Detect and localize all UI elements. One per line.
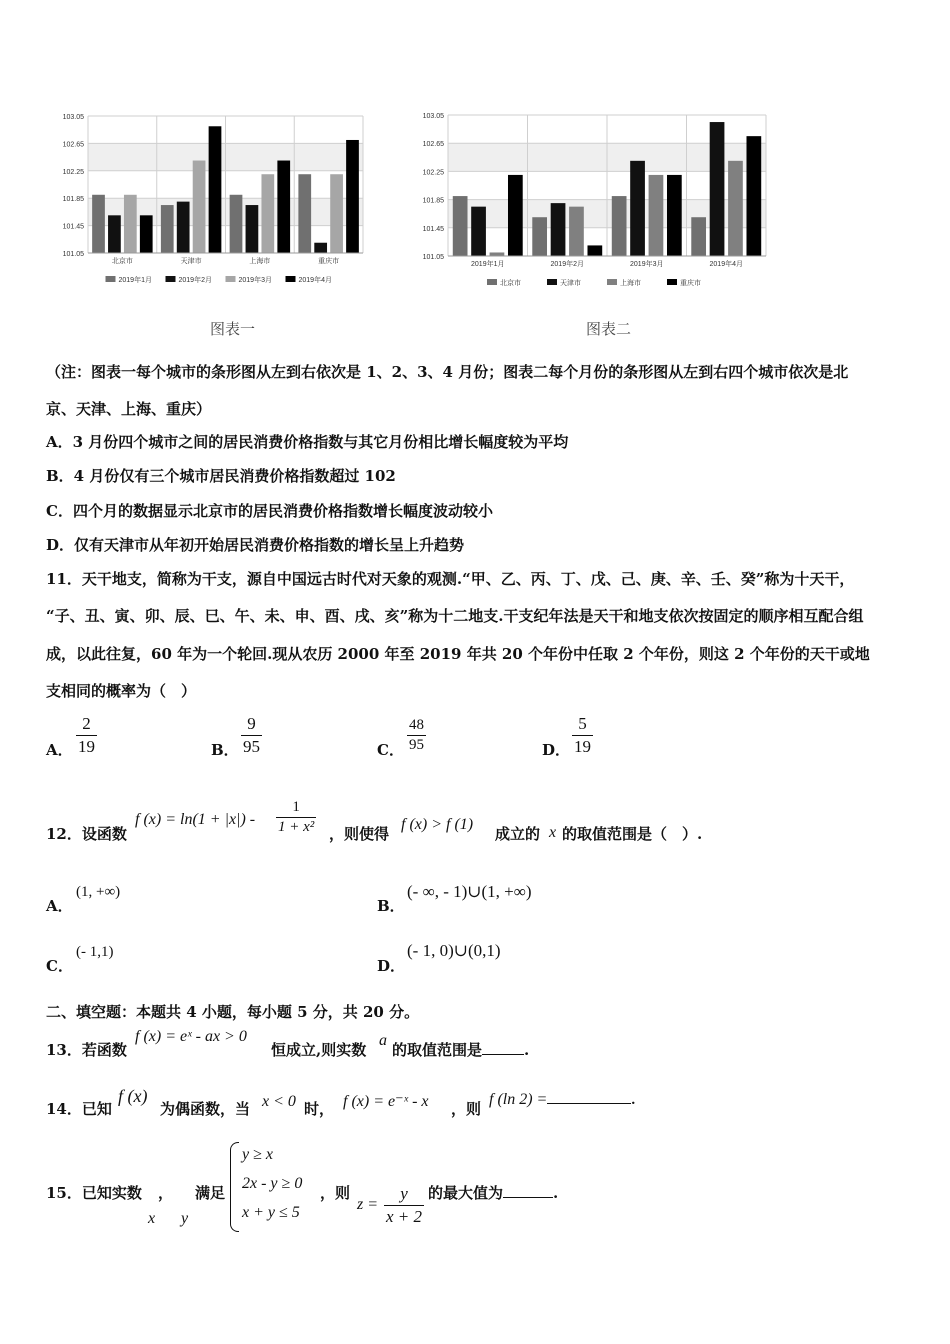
y-tick-label: 101.45 [422,225,444,233]
legend-label: 天津市 [560,280,581,287]
bar [246,205,259,253]
legend-swatch [286,276,296,282]
q15-suffix [428,1182,558,1203]
q14-f: f (x) [118,1086,148,1106]
q15-system-brace [230,1142,239,1232]
q14-mid2: 时， [304,1100,335,1118]
bar [471,207,486,256]
numerator: 2 [82,714,91,733]
q12-option-c-text: (- 1,1) [76,944,114,960]
legend-label: 2019年4月 [298,277,332,284]
q11-option-b-label: B． [211,741,239,759]
y-tick-label: 101.05 [422,254,444,261]
q11-line-1: 11．天干地支，简称为干支，源自中国远古时代对天象的观测.“甲、乙、丙、丁、戊、己、庚、辛、壬、癸”称为十天干， [46,570,855,588]
numerator: 9 [247,714,256,733]
q11-line-2: “子、丑、寅、卯、辰、巳、午、未、申、酉、戌、亥”称为十二地支.干支纪年法是天干和地支依次按固定的顺序相互配合组 [46,607,864,625]
q11-option-a-fraction [76,714,97,757]
legend-swatch [487,279,497,285]
bar [508,175,523,256]
q14-prefix: 14．已知 [46,1100,112,1118]
q11-option-b-fraction [241,714,262,757]
chart1-caption: 图表一 [210,320,256,338]
q11-option-a-label: A． [46,741,73,759]
legend-swatch [607,279,617,285]
q12-option-b-text: (- ∞, - 1)∪(1, +∞) [407,882,532,901]
legend-label: 2019年2月 [178,277,212,284]
q15-fraction [384,1184,424,1227]
legend-swatch [166,276,176,282]
q12-option-d-text: (- 1, 0)∪(0,1) [407,941,501,960]
y-tick-label: 101.85 [422,197,444,205]
q15-constraint-3: x + y ≤ 5 [242,1204,300,1221]
denominator: 19 [574,737,591,756]
bar [209,126,222,253]
numerator: 1 [292,799,300,815]
y-tick-label: 103.05 [422,113,444,120]
y-tick-label: 101.45 [62,223,84,231]
q12-function-fraction [276,799,316,836]
y-tick-label: 102.65 [62,141,84,149]
q10-option-a: A．3 月份四个城市之间的居民消费价格指数与其它月份相比增长幅度较为平均 [46,433,569,451]
denominator: 95 [409,737,424,753]
x-tick-label: 上海市 [249,258,271,265]
q11-line-3: 成，以此往复，60 年为一个轮回.现从农历 2000 年至 2019 年共 20 个年份中任取 2 个年份，则这 2 个年份的天干或地 [46,645,870,663]
q15-end: . [553,1184,559,1202]
bar [728,161,743,256]
q14-expression: f (x) = e⁻ˣ - x [343,1093,429,1110]
bar [587,245,602,256]
q15-answer-blank[interactable] [503,1197,553,1198]
q12-option-a-label: A． [46,897,73,915]
legend-swatch [226,276,236,282]
q12-option-b-label: B． [377,897,405,915]
bar [630,161,645,256]
bar [193,161,206,253]
bar [612,196,627,256]
legend-swatch [547,279,557,285]
q14-target-text: f (ln 2) = [489,1091,548,1108]
legend-swatch [667,279,677,285]
bar [710,122,725,256]
numerator: 5 [578,714,587,733]
q10-option-c: C．四个月的数据显示北京市的居民消费价格指数增长幅度波动较小 [46,502,493,520]
bar [230,195,243,253]
y-tick-label: 101.85 [62,196,84,204]
bar [490,252,505,256]
bar [298,174,311,253]
bar [92,195,105,253]
q15-separator: ， [158,1184,174,1202]
q14-mid: 为偶函数，当 [160,1100,251,1118]
x-tick-label: 北京市 [111,258,133,265]
q10-option-b: B．4 月份仅有三个城市居民消费价格指数超过 102 [46,467,396,485]
q13-variable: a [379,1032,387,1049]
q14-condition: x < 0 [262,1093,296,1110]
y-tick-label: 102.25 [422,169,444,177]
bar [261,174,274,253]
q11-option-c-label: C． [377,741,404,759]
q12-mid: ，则使得 [329,825,390,843]
q15-var-x: x [148,1210,156,1227]
section-2-heading: 二、填空题：本题共 4 小题，每小题 5 分，共 20 分。 [46,1003,420,1021]
q12-mid2: 成立的 [495,825,541,843]
legend-label: 2019年1月 [118,277,152,284]
bar [330,174,343,253]
legend-label: 北京市 [500,280,521,287]
bar [108,215,121,253]
q15-z: z = [357,1196,379,1213]
bar [746,136,761,256]
q13-answer-blank[interactable] [482,1054,524,1055]
q13-end: . [524,1041,530,1059]
q15-constraint-1: y ≥ x [242,1146,273,1163]
q13-prefix: 13．若函数 [46,1041,127,1059]
bar [277,161,290,253]
numerator: 48 [409,717,424,733]
bar [551,203,566,256]
bar-chart-1 [50,108,380,293]
bar [161,205,174,253]
q12-inequality: f (x) > f (1) [401,816,474,833]
numerator: y [400,1184,408,1203]
y-tick-label: 102.25 [62,168,84,176]
bar [649,175,664,256]
y-tick-label: 103.05 [62,114,84,121]
q12-prefix: 12．设函数 [46,825,127,843]
y-tick-label: 102.65 [422,141,444,149]
q12-option-c-label: C． [46,957,73,975]
bar [667,175,682,256]
q15-prefix: 15．已知实数 [46,1184,142,1202]
q15-then: ，则 [320,1184,351,1202]
q11-line-4: 支相同的概率为（ ） [46,682,197,700]
q14-end: . [631,1092,636,1108]
q12-variable: x [549,824,557,841]
q12-suffix: 的取值范围是（ ）. [562,825,703,843]
q11-option-d-label: D． [542,741,571,759]
q15-suffix-text: 的最大值为 [428,1184,504,1202]
note-line-1: （注：图表一每个城市的条形图从左到右依次是 1、2、3、4 月份；图表二每个月份的条形图从左到右四个城市依次是北 [46,363,849,381]
x-tick-label: 2019年3月 [630,261,664,268]
q12-option-d-label: D． [377,957,406,975]
denominator: 1 + x² [278,819,315,835]
q15-var-y: y [181,1210,189,1227]
bar [532,217,547,256]
legend-label: 2019年3月 [238,277,272,284]
bar [124,195,137,253]
bar [177,202,190,253]
denominator: 19 [78,737,95,756]
legend-label: 上海市 [620,280,641,287]
x-tick-label: 2019年4月 [709,261,743,268]
note-line-2: 京、天津、上海、重庆） [46,400,212,418]
bar-chart-2 [412,108,772,293]
q14-mid3: ，则 [451,1100,482,1118]
q12-option-a-text: (1, +∞) [76,884,121,900]
q13-expression: f (x) = eˣ - ax > 0 [135,1028,247,1045]
legend-label: 重庆市 [680,280,701,287]
q14-answer-blank[interactable] [547,1103,631,1104]
q15-mid: 满足 [195,1184,226,1202]
q14-target [489,1091,635,1109]
q13-mid: 恒成立,则实数 [271,1041,367,1059]
bar [691,217,706,256]
denominator: 95 [243,737,260,756]
q10-option-d: D．仅有天津市从年初开始居民消费价格指数的增长呈上升趋势 [46,536,465,554]
x-tick-label: 2019年1月 [471,261,505,268]
y-tick-label: 101.05 [62,251,84,258]
chart2-caption: 图表二 [586,320,632,338]
x-tick-label: 重庆市 [318,258,340,265]
x-tick-label: 2019年2月 [550,261,584,268]
denominator: x + 2 [386,1207,423,1226]
bar [569,207,584,256]
q15-constraint-2: 2x - y ≥ 0 [242,1175,303,1192]
q13-suffix [392,1039,529,1060]
q12-function-lhs: f (x) = ln(1 + |x|) - [135,811,256,828]
q11-option-d-fraction [572,714,593,757]
bar [346,140,359,253]
bar [140,215,153,253]
q11-option-c-fraction [407,717,426,754]
legend-swatch [106,276,116,282]
bar [453,196,468,256]
bar [314,243,327,253]
x-tick-label: 天津市 [180,258,202,265]
q13-suffix-text: 的取值范围是 [392,1041,483,1059]
